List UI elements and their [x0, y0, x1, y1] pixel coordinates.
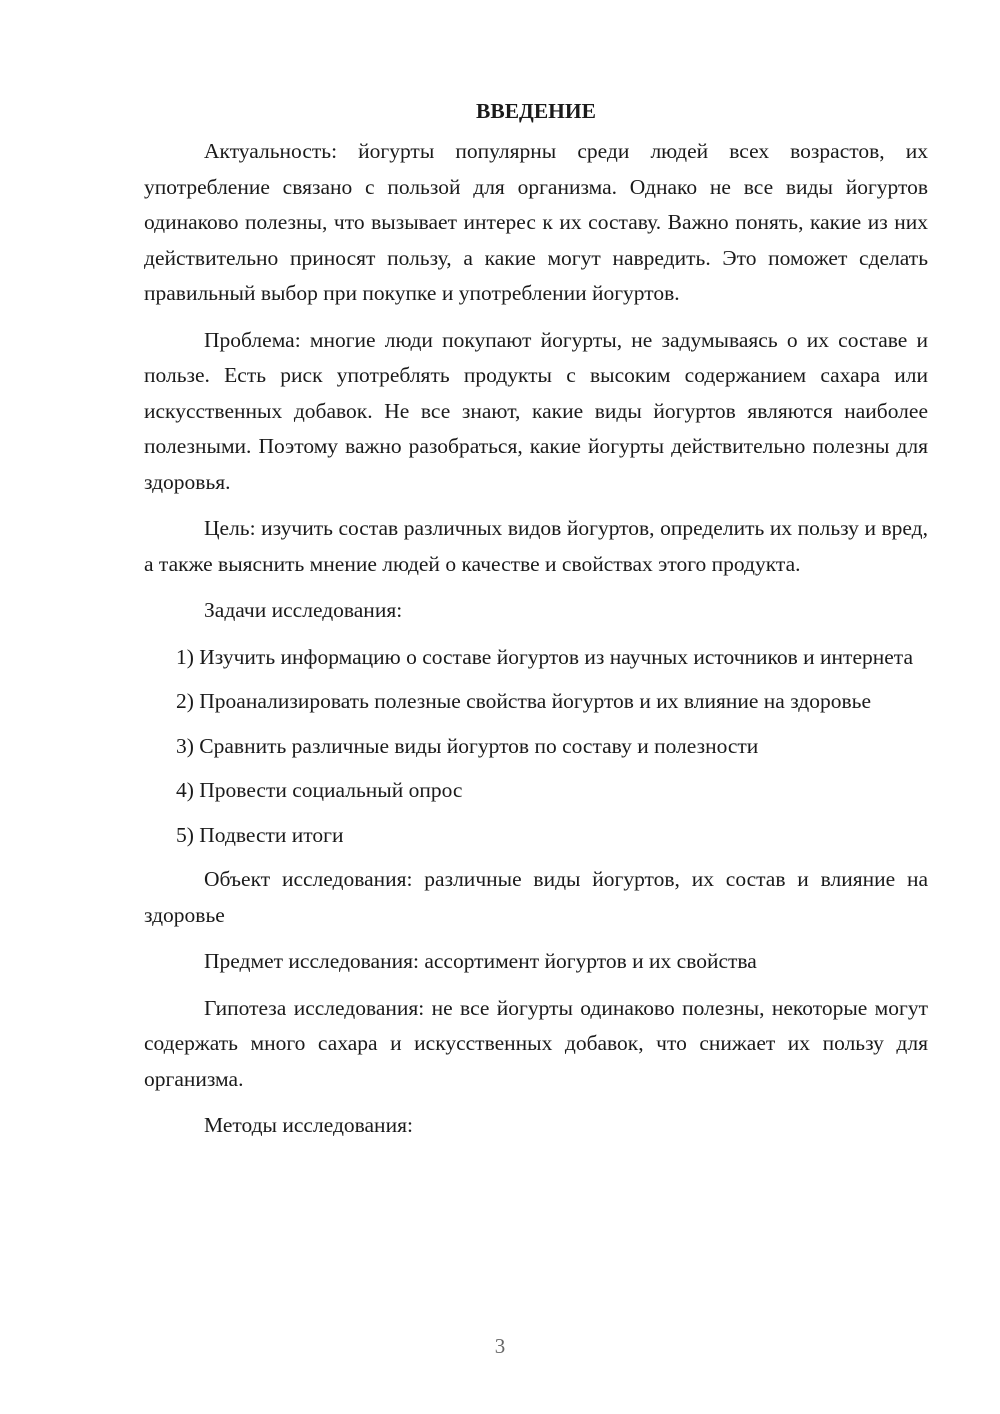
paragraph-goal: Цель: изучить состав различных видов йогуртов, определить их пользу и вред, а также выяснить мнение людей о качестве и свойствах этого продукта.: [144, 516, 928, 576]
page-content: [144, 96, 928, 1155]
paragraph-subject: Предмет исследования: ассортимент йогуртов и их свойства: [204, 949, 757, 973]
task-item: 3) Сравнить различные виды йогуртов по составу и полезности: [176, 733, 759, 758]
paragraph-hypothesis: Гипотеза исследования: не все йогурты одинаково полезны, некоторые могут содержать много сахара и искусственных добавок, что снижает их пользу для организма.: [144, 995, 928, 1091]
paragraph-relevance: Актуальность: йогурты популярны среди людей всех возрастов, их употребление связано с пользой для организма. Однако не все виды йогуртов одинаково полезны, что вызывает интерес к их составу. Важно понять, какие из них действительно приносят пользу, а какие могут навредить. Это поможет сделать правильный выбор при покупке и употреблении йогуртов.: [144, 139, 928, 305]
paragraph-methods: Методы исследования:: [204, 1113, 413, 1137]
task-item: 5) Подвести итоги: [176, 822, 344, 847]
task-item: 4) Провести социальный опрос: [176, 778, 463, 802]
page-number: 3: [494, 1334, 506, 1358]
section-title: ВВЕДЕНИЕ: [476, 99, 596, 123]
paragraph-object: Объект исследования: различные виды йогуртов, их состав и влияние на здоровье: [144, 867, 928, 927]
paragraph-problem: Проблема: многие люди покупают йогурты, не задумываясь о их составе и пользе. Есть риск употреблять продукты с высоким содержанием сахара или искусственных добавок. Не все знают, какие виды йогуртов являются наиболее полезными. Поэтому важно разобраться, какие йогурты действительно полезны для здоровья.: [144, 327, 928, 494]
tasks-list: [144, 640, 928, 854]
tasks-heading: Задачи исследования:: [204, 598, 403, 622]
task-item: 1) Изучить информацию о составе йогуртов из научных источников и интернета: [176, 644, 913, 669]
task-item: 2) Проанализировать полезные свойства йогуртов и их влияние на здоровье: [176, 689, 871, 713]
